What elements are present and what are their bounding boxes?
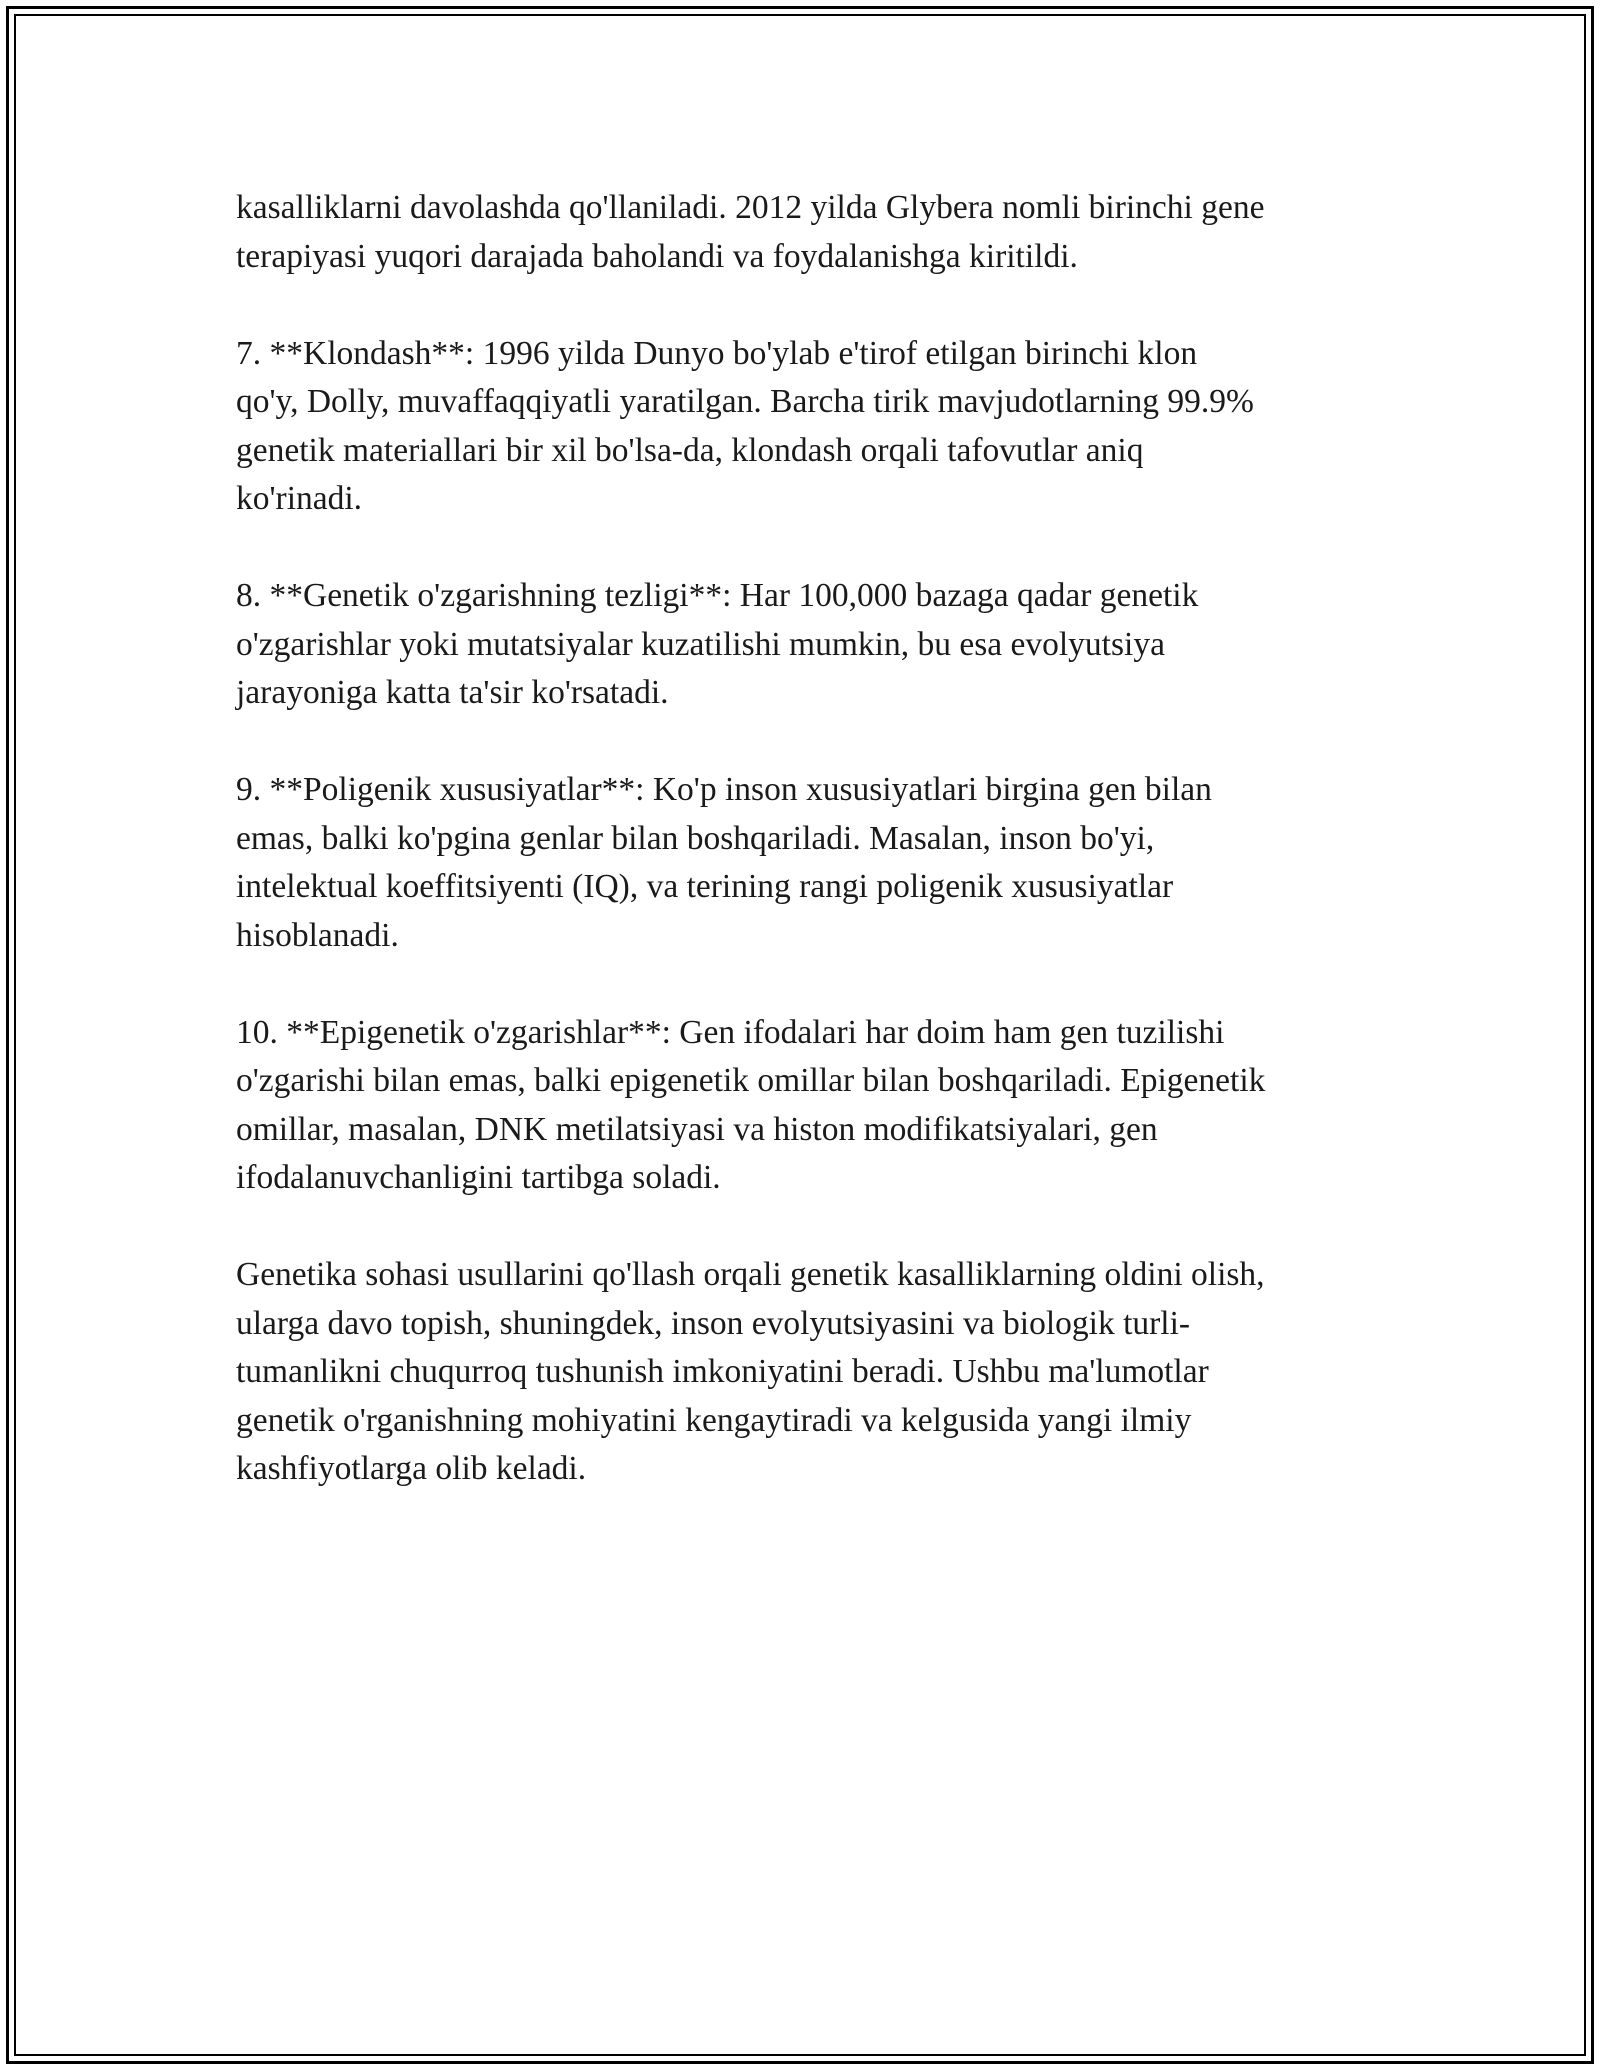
paragraph-polygenic-traits: 9. **Poligenik xususiyatlar**: Ko'p inson xususiyatlari birgina gen bilan emas, balki ko'pgina genlar bilan boshqariladi. Masalan, inson bo'yi, intelektual koeffitsiyenti (IQ), va terining rangi poligenik xususiyatlar hisoblanadi. — [236, 771, 1212, 954]
paragraph-mutation-rate: 8. **Genetik o'zgarishning tezligi**: Har 100,000 bazaga qadar genetik o'zgarishlar yoki mutatsiyalar kuzatilishi mumkin, bu esa evolyutsiya jarayoniga katta ta'sir ko'rsatadi. — [236, 577, 1199, 711]
paragraph-conclusion: Genetika sohasi usullarini qo'llash orqali genetik kasalliklarning oldini olish, ularga davo topish, shuningdek, inson evolyutsiyasini va biologik turli- tumanlikni chuqurroq tushunish imkoniyatini beradi. Ushbu ma'lumotlar genetik o'rganishning mohiyatini kengaytiradi va kelgusida yangi ilmiy kashfiyotlarga olib keladi. — [236, 1256, 1265, 1487]
paragraph-gene-therapy-continued: kasalliklarni davolashda qo'llaniladi. 2012 yilda Glybera nomli birinchi gene terapiyasi yuqori darajada baholandi va foydalanishga kiritildi. — [236, 189, 1265, 275]
paragraph-cloning: 7. **Klondash**: 1996 yilda Dunyo bo'ylab e'tirof etilgan birinchi klon qo'y, Dolly, muvaffaqqiyatli yaratilgan. Barcha tirik mavjudotlarning 99.9% genetik materiallari bir xil bo'lsa-da, klondash orqali tafovutlar aniq ko'rinadi. — [236, 334, 1254, 517]
paragraph-epigenetic-changes: 10. **Epigenetik o'zgarishlar**: Gen ifodalari har doim ham gen tuzilishi o'zgarishi bilan emas, balki epigenetik omillar bilan boshqariladi. Epigenetik omillar, masalan, DNK metilatsiyasi va histon modifikatsiyalari, gen ifodalanuvchanligini tartibga soladi. — [236, 1013, 1266, 1196]
document-body — [236, 184, 1386, 1494]
